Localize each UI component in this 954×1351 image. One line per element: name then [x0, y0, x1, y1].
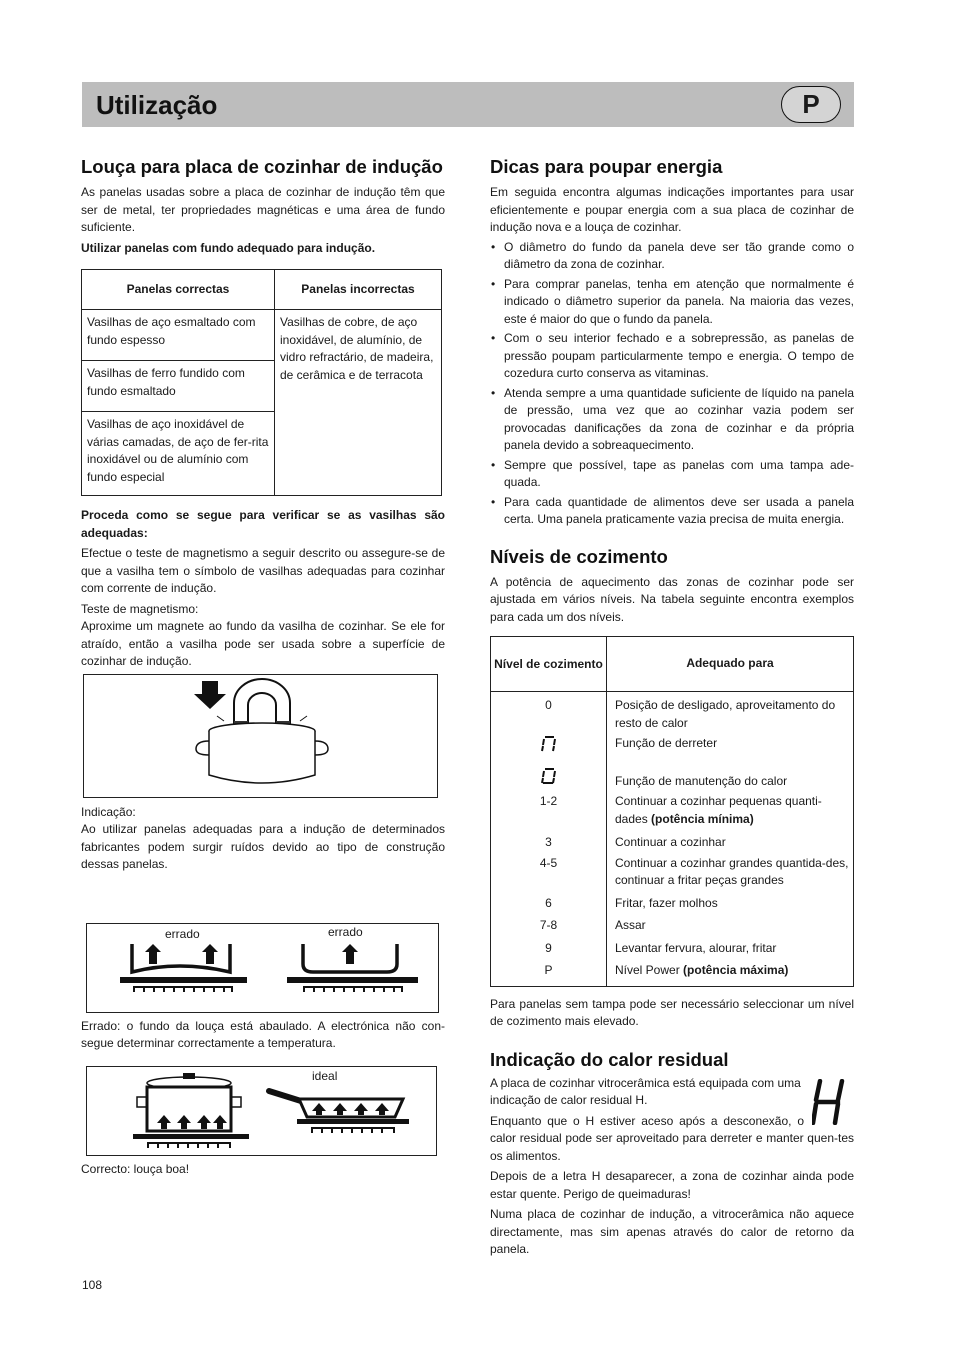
procedure-text: Efectue o teste de magnetismo a seguir descrito ou assegure-se de que a vasilha tem o símbolo de vasilhas adequadas para cozinhar com corrente de indução.	[81, 546, 445, 595]
pans-correct-cell: Vasilhas de ferro fundido com fundo esmaltado	[82, 361, 275, 412]
table-row	[491, 959, 854, 986]
ideal-label: ideal	[312, 1068, 338, 1083]
wrong-figure	[86, 923, 439, 1013]
cooktop-surface	[287, 977, 418, 983]
procedure-bold: Proceda como se segue para verificar se as vasilhas são adequadas:	[81, 508, 445, 540]
use-text: Nível Power	[615, 963, 684, 977]
use-cell	[607, 792, 854, 830]
residual-p1: A placa de cozinhar vitrocerâmica está equipada com uma indicação de calor residual H.	[490, 1075, 801, 1107]
section-title-cookware: Louça para placa de cozinhar de indução	[81, 156, 443, 177]
use-cell: Função de derreter	[615, 736, 718, 750]
pans-incorrect-cell: Vasilhas de cobre, de aço inoxidável, de alumínio, de vidro refractário, de madeira, de cerâmica e de terracota	[275, 310, 442, 496]
left-column	[81, 156, 445, 1181]
language-badge: P	[781, 86, 841, 123]
magnet-test-text: Aproxime um magnete ao fundo da vasilha de cozinhar. Se ele for atraído, então a vasilha pode ser usada sobre a superfície de cozinhar de indução.	[81, 619, 445, 668]
wrong-cookware-illustration	[87, 924, 438, 1012]
heat-arrow-icon	[145, 944, 161, 964]
cooktop-surface	[133, 1134, 249, 1139]
induction-coil	[147, 1142, 231, 1148]
level-cell: 4-5	[491, 854, 607, 892]
pans-correct-cell: Vasilhas de aço inoxidável de várias camadas, de aço de fer-rita inoxidável ou de alumínio com fundo especial	[82, 412, 275, 496]
levels-intro: A potência de aquecimento das zonas de cozinhar pode ser ajustada em vários níveis. Na tabela seguinte encontra exemplos para cada um dos níveis.	[490, 574, 854, 624]
table-row	[491, 734, 854, 761]
correct-caption: Correcto: louça boa!	[81, 1161, 190, 1176]
list-item: • Atenda sempre a uma quantidade suficiente de líquido na panela de pressão, uma vez que ao cozinhar vazia podem ser provocadas danificações da zona de cozinhar e da própria panela devido a sobreaquecimento.	[490, 385, 854, 455]
lid-knob	[183, 1073, 195, 1079]
section-title-levels: Níveis de cozimento	[490, 545, 668, 567]
table-row	[491, 830, 854, 854]
down-arrow-icon	[194, 681, 226, 709]
heat-arrow-icon	[202, 944, 218, 964]
section-title-energy: Dicas para poupar energia	[490, 156, 723, 177]
indication-label: Indicação:	[81, 804, 136, 819]
ideal-cookware-illustration	[87, 1067, 436, 1155]
section-title-residual: Indicação do calor residual	[490, 1048, 729, 1070]
levels-header-use: Adequado para	[607, 637, 854, 692]
page-title: Utilização	[96, 90, 218, 120]
cooking-levels-table	[490, 636, 854, 987]
level-cell: P	[491, 959, 607, 986]
induction-coil	[303, 986, 403, 992]
header-bar	[82, 82, 854, 127]
energy-intro: Em seguida encontra algumas indicações importantes para usar eficientemente e poupar energia com a sua placa de cozinhar de indução nova e a louça de cozinhar.	[490, 185, 854, 234]
use-text: Continuar a cozinhar pequenas quanti-dades	[615, 794, 822, 826]
wrong-label-b: errado	[328, 924, 363, 939]
list-item: • Para comprar panelas, tenha em atenção que normalmente é indicado o diâmetro superior da panela. Na maioria das vezes, este é maior do que o fundo da panela.	[490, 276, 854, 329]
use-cell	[607, 959, 854, 986]
use-cell: Assar	[615, 918, 646, 932]
level-cell: 3	[491, 830, 607, 854]
use-cell: Continuar a cozinhar	[615, 835, 726, 849]
level-cell	[491, 734, 607, 761]
use-cell: Continuar a cozinhar grandes quantida-des, continuar a fritar peças grandes	[615, 855, 849, 887]
residual-p2: Enquanto que o H estiver aceso após a desconexão, o calor residual pode ser aproveitado para derreter e manter quen-tes os alimentos.	[490, 1113, 854, 1163]
energy-tips-list	[490, 239, 854, 529]
magnet-icon	[234, 679, 290, 725]
use-cell: Levantar fervura, alourar, fritar	[615, 940, 777, 955]
table-row	[491, 692, 854, 735]
wrong-label-a: errado	[165, 926, 200, 941]
level-cell: 0	[491, 692, 607, 735]
magnet-test-illustration	[84, 675, 437, 797]
level-cell: 9	[491, 937, 607, 960]
indication-text: Ao utilizar panelas adequadas para a indução de determinados fabricantes podem surgir ruídos devido ao tipo de construção dessas panelas.	[81, 822, 445, 871]
table-row	[491, 761, 854, 793]
table-row	[491, 914, 854, 937]
use-cell: Fritar, fazer molhos	[615, 895, 718, 910]
level-cell: 1-2	[491, 792, 607, 830]
right-column	[490, 156, 854, 1262]
level-cell: 6	[491, 892, 607, 915]
cooktop-surface	[120, 977, 247, 983]
magnet-figure	[83, 674, 438, 798]
pans-header-incorrect: Panelas incorrectas	[275, 270, 442, 310]
levels-note: Para panelas sem tampa pode ser necessário seleccionar um nível de cozimento mais elevado.	[490, 996, 854, 1028]
table-row	[491, 792, 854, 830]
heat-arrow-icon	[342, 944, 358, 964]
wrong-caption: Errado: o fundo da louça está abaulado. A electrónica não con-segue determinar correctamente a temperatura.	[81, 1018, 445, 1050]
cookware-intro-bold: Utilizar panelas com fundo adequado para indução.	[81, 240, 376, 255]
table-row	[491, 937, 854, 960]
use-cell: Função de manutenção do calor	[615, 773, 788, 788]
pans-header-correct: Panelas correctas	[82, 270, 275, 310]
list-item: • Sempre que possível, tape as panelas com uma tampa ade-quada.	[490, 457, 854, 492]
pot-body-icon	[209, 731, 315, 783]
table-row	[491, 892, 854, 915]
levels-header-level: Nível de cozimento	[491, 637, 607, 692]
frying-pan-icon	[299, 1099, 403, 1117]
pan-handle-icon	[269, 1091, 301, 1101]
residual-heat-h-icon	[812, 1079, 846, 1125]
ideal-figure	[86, 1066, 437, 1156]
level-cell	[491, 761, 607, 793]
list-item: • Com o seu interior fechado e a sobrepressão, as panelas de pressão poupam particularmente tempo e energia. O tempo de cozedura curto conserva as vitaminas.	[490, 330, 854, 383]
magnet-test-label: Teste de magnetismo:	[81, 601, 199, 616]
page-number: 108	[82, 1278, 103, 1292]
table-row	[491, 854, 854, 892]
pans-correct-cell: Vasilhas de aço esmaltado com fundo espesso	[82, 310, 275, 361]
induction-coil	[311, 1127, 395, 1133]
melt-function-icon	[541, 735, 557, 753]
cookware-intro: As panelas usadas sobre a placa de cozinhar de indução têm que ser de metal, ter propriedades magnéticas e uma área de fundo suficiente.	[81, 185, 445, 234]
keep-warm-icon	[541, 767, 557, 785]
residual-block	[490, 1075, 854, 1259]
pan-concave-icon	[132, 944, 230, 972]
level-cell: 7-8	[491, 914, 607, 937]
residual-p4: Numa placa de cozinhar de indução, a vitrocerâmica não aquece directamente, mas sim apenas através do calor de retorno da panela.	[490, 1207, 854, 1256]
use-cell: Posição de desligado, aproveitamento do resto de calor	[615, 698, 836, 730]
use-text-bold: (potência máxima)	[683, 963, 789, 977]
list-item: • Para cada quantidade de alimentos deve ser usada a panela certa. Uma panela praticamente vazia precisa de muita energia.	[490, 494, 854, 529]
induction-coil	[133, 986, 233, 992]
cooktop-surface	[297, 1119, 409, 1124]
use-text-bold: (potência mínima)	[651, 811, 754, 826]
pans-table	[81, 269, 442, 496]
residual-p3: Depois de a letra H desaparecer, a zona de cozinhar ainda pode estar quente. Perigo de queimaduras!	[490, 1169, 854, 1201]
list-item: • O diâmetro do fundo da panela deve ser tão grande como o diâmetro da zona de cozinhar.	[490, 239, 854, 274]
